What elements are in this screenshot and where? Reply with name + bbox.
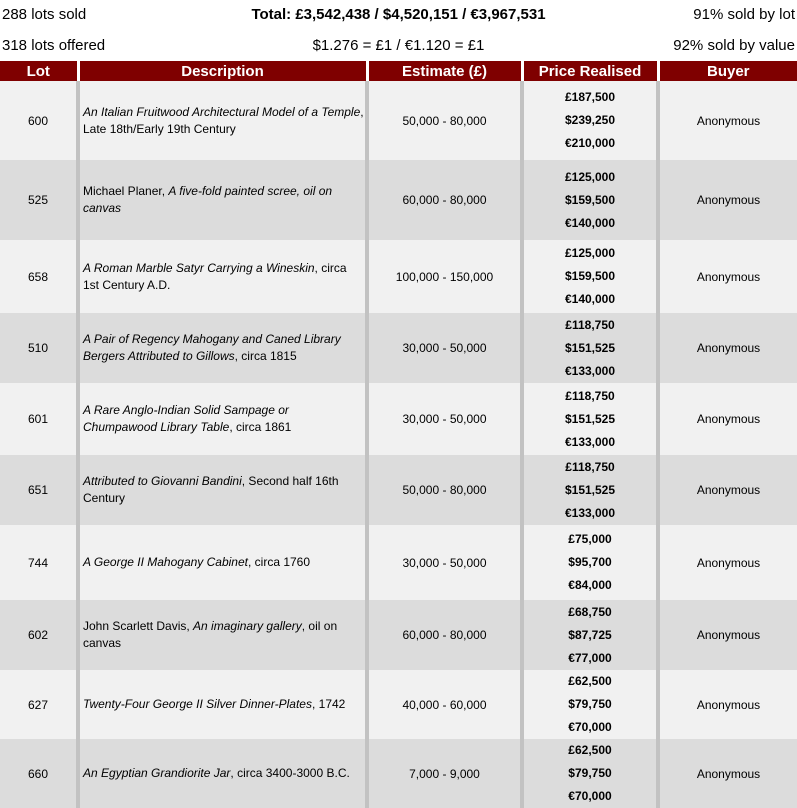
table-row [0,160,797,240]
summary-row-1 [0,0,797,30]
description-title: An imaginary gallery [193,619,302,633]
price-eur: €70,000 [568,789,612,803]
estimate: 50,000 - 80,000 [367,81,522,160]
lot-number: 651 [0,455,78,525]
price-gbp: £187,500 [564,90,616,104]
table-row [0,600,797,670]
header-estimate: Estimate (£) [367,61,522,81]
buyer: Anonymous [658,455,797,525]
lot-description [78,313,367,383]
buyer: Anonymous [658,670,797,739]
description-title: Attributed to Giovanni Bandini [83,474,242,488]
price-usd: $159,500 [564,192,616,207]
lot-number: 510 [0,313,78,383]
lot-description [78,600,367,670]
header-lot: Lot [0,61,78,81]
price-gbp: £125,000 [564,169,616,184]
price-eur: €210,000 [564,136,616,150]
lot-number: 627 [0,670,78,739]
description-detail: , oil on canvas [83,619,338,650]
lot-description [78,670,367,739]
price-gbp: £75,000 [568,532,612,546]
lot-number: 744 [0,525,78,600]
price-eur: €133,000 [564,434,616,449]
price-realised [522,240,658,313]
price-usd: $159,500 [564,269,616,283]
price-usd: $95,700 [568,555,612,569]
description-detail: , 1742 [311,697,346,711]
price-usd: $87,725 [568,627,612,642]
description-title: A five-fold painted scree, oil on canvas [83,184,333,215]
lot-number: 660 [0,739,78,808]
table-row [0,313,797,383]
estimate: 7,000 - 9,000 [367,739,522,808]
buyer: Anonymous [658,81,797,160]
price-gbp: £118,750 [565,388,615,403]
description-title: An Italian Fruitwood Architectural Model of a Temple [83,104,361,119]
lot-description [78,81,367,160]
lots-sold: 288 lots sold [2,6,87,23]
price-realised [522,525,658,600]
buyer: Anonymous [658,739,797,808]
buyer: Anonymous [658,383,797,455]
estimate: 60,000 - 80,000 [367,160,522,240]
summary-row-2 [0,31,797,61]
price-eur: €84,000 [568,578,612,592]
price-gbp: £62,500 [568,674,612,688]
table-row [0,525,797,600]
estimate: 50,000 - 80,000 [367,455,522,525]
lot-description [78,739,367,808]
buyer: Anonymous [658,600,797,670]
table-row [0,240,797,313]
lot-number: 601 [0,383,78,455]
lot-number: 658 [0,240,78,313]
buyer: Anonymous [658,313,797,383]
lot-number: 600 [0,81,78,160]
estimate: 30,000 - 50,000 [367,383,522,455]
table-row [0,739,797,808]
table-header-row [0,61,797,81]
lot-description [78,455,367,525]
pct-sold-by-lot: 91% sold by lot [693,6,795,23]
price-eur: €133,000 [564,505,616,520]
description-title: A Roman Marble Satyr Carrying a Wineskin [83,260,315,275]
description-title: A Rare Anglo-Indian Solid Sampage or Chumpawood Library Table [83,403,289,434]
lot-number: 525 [0,160,78,240]
price-realised [522,739,658,808]
price-usd: $239,250 [564,113,616,127]
price-realised [522,455,658,525]
description-artist: John Scarlett Davis, [83,619,194,633]
estimate: 30,000 - 50,000 [367,313,522,383]
price-eur: €140,000 [564,292,616,306]
buyer: Anonymous [658,160,797,240]
header-price-realised: Price Realised [522,61,658,81]
price-gbp: £118,750 [565,317,615,332]
description-detail: , Late 18th/Early 19th Century [83,104,364,136]
lots-offered: 318 lots offered [2,37,106,54]
header-description: Description [78,61,367,81]
pct-sold-by-value: 92% sold by value [673,37,795,54]
exchange-rates: $1.276 = £1 / €1.120 = £1 [312,37,485,54]
lot-description [78,240,367,313]
price-gbp: £118,750 [565,459,615,474]
description-title: A George II Mahogany Cabinet [83,555,248,569]
lot-description [78,383,367,455]
description-detail: , circa 1815 [234,349,297,363]
description-detail: , Second half 16th Century [83,474,339,505]
price-usd: $79,750 [568,697,612,711]
price-eur: €77,000 [568,650,612,665]
estimate: 100,000 - 150,000 [367,240,522,313]
sale-total: Total: £3,542,438 / $4,520,151 / €3,967,531 [251,6,546,23]
price-realised [522,600,658,670]
price-gbp: £68,750 [568,604,612,619]
estimate: 40,000 - 60,000 [367,670,522,739]
price-eur: €70,000 [568,720,612,734]
buyer: Anonymous [658,240,797,313]
price-realised [522,81,658,160]
description-detail: , circa 3400-3000 B.C. [230,766,350,780]
price-realised [522,670,658,739]
lot-description [78,160,367,240]
table-row [0,81,797,160]
description-artist: Michael Planer, [83,184,169,198]
price-realised [522,313,658,383]
header-buyer: Buyer [658,61,797,81]
price-eur: €133,000 [564,363,616,378]
table-row [0,383,797,455]
price-usd: $151,525 [564,411,616,426]
estimate: 30,000 - 50,000 [367,525,522,600]
results-table [0,61,797,808]
price-realised [522,160,658,240]
table-row [0,455,797,525]
description-title: A Pair of Regency Mahogany and Caned Library Bergers Attributed to Gillows [83,332,341,363]
price-gbp: £62,500 [568,743,612,757]
price-eur: €140,000 [564,215,616,230]
description-detail: , circa 1st Century A.D. [83,260,347,292]
buyer: Anonymous [658,525,797,600]
table-row [0,670,797,739]
description-detail: , circa 1760 [248,555,311,569]
description-title: An Egyptian Grandiorite Jar [83,766,231,780]
description-title: Twenty-Four George II Silver Dinner-Plates [83,697,312,711]
lot-description [78,525,367,600]
price-usd: $151,525 [564,340,616,355]
price-usd: $79,750 [568,766,612,780]
price-usd: $151,525 [564,482,616,497]
price-gbp: £125,000 [564,246,616,260]
lot-number: 602 [0,600,78,670]
estimate: 60,000 - 80,000 [367,600,522,670]
description-detail: , circa 1861 [229,420,292,434]
price-realised [522,383,658,455]
